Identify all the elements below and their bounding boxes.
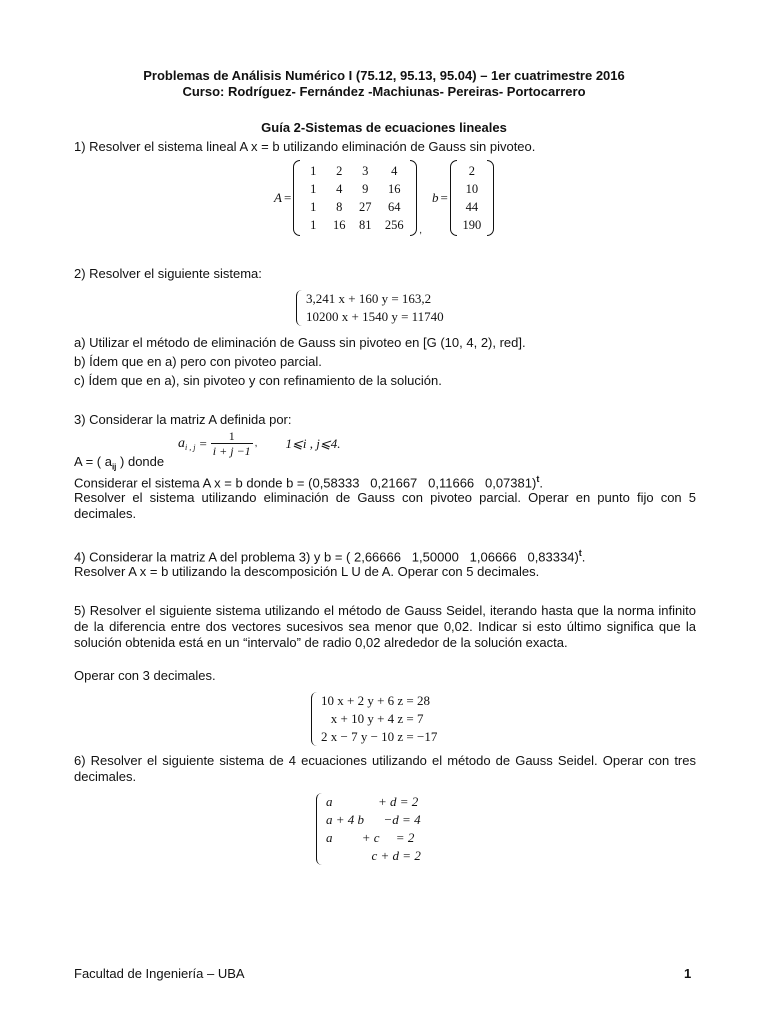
vector-row [457,198,487,216]
problem-1-text: 1) Resolver el sistema lineal A x = b utilizando eliminación de Gauss sin pivoteo. [74,139,536,154]
equation-1: a + d = 2 [326,794,419,809]
system-2 [296,290,444,326]
equation-3: 2 x − 7 y − 10 z = −17 [321,729,438,744]
matrix-cell: 2 [336,163,343,178]
matrix-cell: 256 [384,217,404,232]
problem-3-line1 [74,471,696,491]
header-course: Curso: Rodríguez- Fernández -Machiunas- Pereiras- Portocarrero [182,84,586,99]
problem-6-text: 6) Resolver el siguiente sistema de 4 ecuaciones utilizando el método de Gauss Seidel. Operar con tres decimales. [74,753,696,784]
brace [316,793,323,865]
problem-3-line2: Resolver el sistema utilizando eliminación de Gauss con pivoteo parcial. Operar en punto fijo con 5 decimales. [74,490,696,521]
vector-b [432,160,494,236]
problem-2a: a) Utilizar el método de eliminación de Gauss sin pivoteo en [G (10, 4, 2), red]. [74,335,526,350]
vector-row [457,162,487,180]
vector-row [457,216,487,234]
vector-cell: 10 [465,181,479,196]
transpose-mark: t [536,474,540,484]
vector-b-table [457,162,487,234]
right-paren [410,160,417,236]
equation-3: a + c = 2 [326,830,415,845]
equals-sign: = [199,435,207,451]
guide-title: Guía 2-Sistemas de ecuaciones lineales [261,120,507,135]
formula-lhs: a [178,435,185,451]
matrix-cell: 1 [310,217,317,232]
period: . [539,475,543,491]
equation-2: a + 4 b −d = 4 [326,812,421,827]
definition-text: A = ( a [74,454,112,469]
formula-range: 1⩽i , j⩽4. [285,435,341,451]
matrix-cell: 64 [388,199,401,214]
matrix-row [300,180,410,198]
fraction-numerator: 1 [228,429,235,443]
matrix-cell: 1 [310,181,317,196]
problem-2-text: 2) Resolver el siguiente sistema: [74,266,262,281]
equals-sign: = [440,190,448,205]
matrix-row [300,198,410,216]
problem-3-text: 3) Considerar la matriz A definida por: [74,412,292,427]
brace [311,692,318,746]
matrix-cell: 4 [336,181,343,196]
vector-cell: 190 [462,217,482,232]
line-text: Considerar el sistema A x = b donde b = (0,58333 0,21667 0,11666 0,07381) [74,475,537,491]
problem-4-line1 [74,545,696,565]
definition-end: ) donde [120,454,165,469]
problem-4-line2: Resolver A x = b utilizando la descomposición L U de A. Operar con 5 decimales. [74,564,540,579]
left-paren [293,160,300,236]
matrix-cell: 8 [336,199,343,214]
brace [296,290,303,326]
formula-subscript: i , j [185,443,196,452]
line-text: 4) Considerar la matriz A del problema 3) y b = ( 2,66666 1,50000 1,06666 0,83334) [74,549,579,565]
matrix-cell: 1 [310,199,317,214]
vector-cell: 44 [465,199,479,214]
header-title: Problemas de Análisis Numérico I (75.12, 95.13, 95.04) – 1er cuatrimestre 2016 [143,68,625,83]
matrix-A [274,160,422,236]
vector-row [457,180,487,198]
transpose-mark: t [578,548,582,558]
problem-2b: b) Ídem que en a) pero con pivoteo parcial. [74,354,322,369]
matrix-cell: 4 [391,163,398,178]
comma: , [254,438,258,449]
matrix-cell: 9 [362,181,369,196]
vector-cell: 2 [468,163,475,178]
vector-b-label: b [432,190,439,205]
problem-2c: c) Ídem que en a), sin pivoteo y con refinamiento de la solución. [74,373,442,388]
equals-sign: = [283,190,292,205]
equation-4: c + d = 2 [326,848,421,863]
matrix-A-table [300,162,410,234]
system-5 [311,692,437,746]
matrix-cell: 1 [310,163,317,178]
equation-2: x + 10 y + 4 z = 7 [321,711,424,726]
problem-5-text: 5) Resolver el siguiente sistema utilizando el método de Gauss Seidel, iterando hasta que la norma infinito de la diferencia entre dos vectores sucesivos sea menor que 0,02. Indicar si esto último significa que la solución obtenida está en un “intervalo” de radio 0,02 alrededor de la solución exacta. [74,603,696,650]
matrix-A-label: A [274,190,282,205]
equation-2: 10200 x + 1540 y = 11740 [306,309,444,324]
matrix-cell: 81 [359,217,372,232]
period: . [581,549,586,565]
footer-text: Facultad de Ingeniería – UBA [74,966,245,981]
equation-1: 10 x + 2 y + 6 z = 28 [321,693,431,708]
equation-1: 3,241 x + 160 y = 163,2 [306,291,432,306]
matrix-cell: 3 [362,163,369,178]
system-6 [316,793,421,865]
matrix-cell: 16 [388,181,401,196]
problem-5-operar: Operar con 3 decimales. [74,668,216,683]
page-number: 1 [684,966,692,981]
comma: , [419,225,423,236]
left-paren [450,160,457,236]
matrix-cell: 16 [333,217,346,232]
fraction-denominator: i + j −1 [212,444,251,458]
right-paren [487,160,494,236]
matrix-row [300,162,410,180]
definition-subscript: ij [111,462,117,472]
matrix-cell: 27 [359,199,372,214]
matrix-row [300,216,410,234]
